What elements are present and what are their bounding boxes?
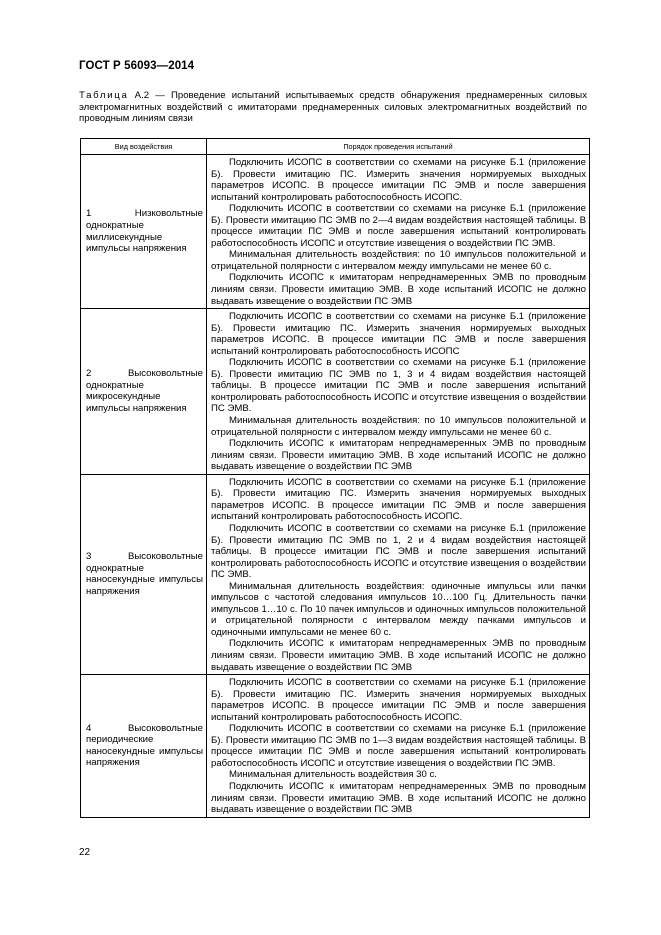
header-kind: Вид воздействия bbox=[81, 139, 207, 155]
row-procedure bbox=[207, 309, 590, 475]
procedure-paragraph: Подключить ИСОПС в соответствии со схемами на рисунке Б.1 (приложение Б). Провести имитацию ПС ЭМВ по 2—4 видам воздействия настоящей таблицы. В процессе имитации ПС ЭМВ и после завершения испытаний контролировать работоспособность ИСОПС и отсутствие извещения о воздействии ПС ЭМВ. bbox=[211, 203, 586, 249]
row-procedure bbox=[207, 675, 590, 818]
procedure-paragraph: Подключить ИСОПС к имитаторам непреднамеренных ЭМВ по проводным линиям связи. Провести имитацию ЭМВ. В ходе испытаний ИСОПС не должно выдавать извещение о воздействии ПС ЭМВ bbox=[211, 780, 586, 816]
procedure-paragraph: Подключить ИСОПС в соответствии со схемами на рисунке Б.1 (приложение Б). Провести имитацию ПС. Измерить значения нормируемых выходных параметров ИСОПС. В процессе имитации ПС ЭМВ и после завершения испытаний контролировать работоспособность ИСОПС. bbox=[211, 476, 586, 523]
row-kind: 1 Низковольтные однократные миллисекундные импульсы напряжения bbox=[81, 155, 207, 309]
table-caption bbox=[79, 90, 587, 125]
caption-label: Таблица bbox=[79, 90, 129, 101]
header-order: Порядок проведения испытаний bbox=[207, 139, 590, 155]
caption-text: А.2 — Проведение испытаний испытываемых средств обнаружения преднамеренных силовых электромагнитных воздействий с имитаторами преднамеренных силовых электромагнитных воздействий по проводным линиям связи bbox=[79, 90, 587, 125]
procedure-paragraph: Минимальная длительность воздействия: одиночные импульсы или пачки импульсов с частотой следования импульсов 10…100 Гц. Длительность пачки импульсов 1…10 с. По 10 пачек импульсов и одиночных импульсов положительной и отрицательной полярности с интервалом между пачками импульсов и одиночными импульсами не менее 60 с. bbox=[211, 580, 586, 638]
row-kind: 3 Высоковольтные однократные наносекундные импульсы напряжения bbox=[81, 474, 207, 674]
tests-table bbox=[80, 138, 590, 818]
table-header-row bbox=[81, 139, 590, 155]
row-kind: 4 Высоковольтные периодические наносекундные импульсы напряжения bbox=[81, 675, 207, 818]
row-procedure bbox=[207, 474, 590, 674]
row-kind: 2 Высоковольтные однократные микросекундные импульсы напряжения bbox=[81, 309, 207, 475]
page-number: 22 bbox=[79, 847, 91, 858]
procedure-paragraph: Подключить ИСОПС к имитаторам непреднамеренных ЭМВ по проводным линиям связи. Провести имитацию ЭМВ. В ходе испытаний ИСОПС не должно выдавать извещение о воздействии ПС ЭМВ bbox=[211, 438, 586, 473]
procedure-paragraph: Минимальная длительность воздействия: по 10 импульсов положительной и отрицательной полярности с интервалом между импульсами не менее 60 с. bbox=[211, 249, 586, 272]
procedure-paragraph: Подключить ИСОПС в соответствии со схемами на рисунке Б.1 (приложение Б). Провести имитацию ПС. Измерить значения нормируемых выходных параметров ИСОПС. В процессе имитации ПС ЭМВ и после завершения испытаний контролировать работоспособность ИСОПС. bbox=[211, 677, 586, 723]
procedure-paragraph: Подключить ИСОПС в соответствии со схемами на рисунке Б.1 (приложение Б). Провести имитацию ПС ЭМВ по 1, 2 и 4 видам воздействия настоящей таблицы. В процессе имитации ПС ЭМВ и после завершения испытаний контролировать работоспособность ИСОПС и отсутствие извещения о воздействии ПС ЭМВ. bbox=[211, 522, 587, 581]
table-row bbox=[81, 474, 590, 674]
procedure-paragraph: Подключить ИСОПС в соответствии со схемами на рисунке Б.1 (приложение Б). Провести имитацию ПС ЭМВ по 1, 3 и 4 видам воздействия настоящей таблицы. В процессе имитации ПС ЭМВ и после завершения испытаний контролировать работоспособность ИСОПС и отсутствие извещения о воздействии ПС ЭМВ. bbox=[211, 357, 587, 415]
row-procedure bbox=[207, 155, 590, 309]
standard-header: ГОСТ Р 56093—2014 bbox=[79, 60, 195, 72]
table-row bbox=[81, 155, 590, 309]
procedure-paragraph: Минимальная длительность воздействия: по 10 импульсов положительной и отрицательной полярности с интервалом между импульсами не менее 60 с. bbox=[211, 415, 586, 438]
table-row bbox=[81, 309, 590, 475]
procedure-paragraph: Подключить ИСОПС в соответствии со схемами на рисунке Б.1 (приложение Б). Провести имитацию ПС ЭМВ по 1—3 видам воздействия настоящей таблицы. В процессе имитации ПС ЭМВ и после завершения испытаний контролировать работоспособность ИСОПС и отсутствие извещения о воздействии ПС ЭМВ. bbox=[211, 723, 586, 769]
procedure-paragraph: Подключить ИСОПС в соответствии со схемами на рисунке Б.1 (приложение Б). Провести имитацию ПС. Измерить значения нормируемых выходных параметров ИСОПС. В процессе имитации ПС ЭМВ и после завершения испытаний контролировать работоспособность ИСОПС. bbox=[211, 157, 586, 203]
procedure-paragraph: Минимальная длительность воздействия 30 с. bbox=[229, 769, 437, 781]
procedure-paragraph: Подключить ИСОПС в соответствии со схемами на рисунке Б.1 (приложение Б). Провести имитацию ПС. Измерить значения нормируемых выходных параметров ИСОПС. В процессе имитации ПС ЭМВ и после завершения испытаний контролировать работоспособность ИСОПС bbox=[211, 311, 586, 357]
procedure-paragraph: Подключить ИСОПС к имитаторам непреднамеренных ЭМВ по проводным линиям связи. Провести имитацию ЭМВ. В ходе испытаний ИСОПС не должно выдавать извещение о воздействии ПС ЭМВ bbox=[211, 272, 586, 307]
table-row bbox=[81, 675, 590, 818]
procedure-paragraph: Подключить ИСОПС к имитаторам непреднамеренных ЭМВ по проводным линиям связи. Провести имитацию ЭМВ. В ходе испытаний ИСОПС не должно выдавать извещение о воздействии ПС ЭМВ bbox=[211, 638, 586, 673]
